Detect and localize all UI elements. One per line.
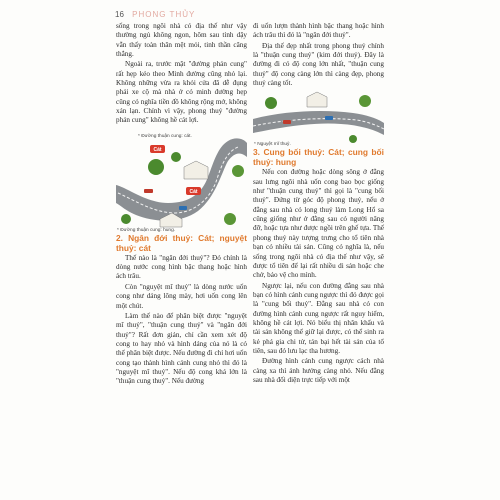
road-illustration <box>116 127 247 233</box>
paragraph: Ngược lại, nếu con đường đằng sau nhà bạn có hình cánh cung ngược thì đó được gọi là "cung bối thuỷ". Đằng sau nhà có con đường hình cánh cung ngược rất nguy hiểm, không hề cát lợi. Nó biểu thị nhân khẩu và tài sản không thể giữ lại được, có thể sinh ra kẻ phá gia chi tử, tán bại hết tài sản của tổ tiên, sau đó lưu lạc tha hương. <box>253 281 384 355</box>
paragraph: sống trong ngôi nhà có địa thế như vậy thường ngủ không ngon, hôm sau tỉnh dậy vẫn thấy toàn thân mệt mỏi, tinh thần căng thẳng. <box>116 22 247 59</box>
section-heading: 2. Ngân đới thuỷ: Cát; nguyệt thuỷ: cát <box>116 232 247 253</box>
road-illustration <box>253 89 384 147</box>
house-shape <box>184 161 208 179</box>
paragraph: Đường hình cánh cung ngược cách nhà càng xa thì ảnh hưởng càng nhỏ. Nếu đằng sau nhà đối diện trực tiếp với một <box>253 357 384 384</box>
right-column <box>253 22 384 386</box>
house-shape <box>307 92 327 107</box>
paragraph: Làm thế nào để phân biệt được "nguyệt mĩ thuỷ", "thuận cung thuỷ" và "ngân đới thuỷ"? Rất đơn giản, chỉ cần xem xét độ cong to hay nhỏ và hình dáng của nó là có thể phân biệt được. Nếu đường đi chỉ hơi uốn cong tạo thành hình cánh cung nhỏ thì đó là "nguyệt mĩ thuỷ". Nếu độ cong khá lớn là "thuận cung thuỷ". Nếu đường <box>116 311 247 386</box>
paragraph: Ngoài ra, trước mặt "đường phản cung" rất hẹp kéo theo Minh đường cũng nhỏ lại. Không những vừa ra khỏi cửa đã dễ đụng phải xe cộ mà nhà ở có minh đường hẹp cũng có nghĩa tiền đồ không rộng mở, không xán lạn. Chính vì vậy, phong thuỷ "đường phản cung" không hề cát lợi. <box>116 60 247 125</box>
tree-shape <box>349 135 357 143</box>
section-heading: 3. Cung bối thuỷ: Cát; cung bối thuỷ: hung <box>253 147 384 168</box>
tree-shape <box>224 213 236 225</box>
cat-tag-label: Cát <box>189 188 198 195</box>
figure-caption-top: * Đường thuận cung: cát. <box>138 133 192 139</box>
road-drawing <box>116 127 247 233</box>
cat-tag-label: Cát <box>153 146 162 153</box>
left-column <box>116 22 247 388</box>
paragraph: Còn "nguyệt mĩ thuỷ" là dòng nước uốn cong như dáng lông mày, hơi uốn cong lên một chút. <box>116 282 247 310</box>
road-shape <box>253 111 384 135</box>
tree-shape <box>171 152 181 162</box>
tree-shape <box>265 97 277 109</box>
paragraph: đi uốn lượn thành hình bậc thang hoặc hình ách trâu thì đó là "ngân đới thuỷ". <box>253 22 384 40</box>
tree-shape <box>148 159 164 175</box>
figure-caption: * Nguyệt mĩ thuỷ. <box>254 142 291 148</box>
paragraph: Địa thế đẹp nhất trong phong thuỷ chính là "thuận cung thuỷ" (kim đới thuỷ). Đây là đường đi có độ cong lớn nhất, "thuận cung thuỷ" độ cong càng lớn thì càng đẹp, phong thuỷ càng tốt. <box>253 41 384 88</box>
tree-shape <box>232 165 244 177</box>
paragraph: Thế nào là "ngân đới thuỷ"? Đó chính là dòng nước cong hình bậc thang hoặc hình ách trâu. <box>116 253 247 281</box>
car-shape <box>325 116 333 120</box>
figure-caption-bottom: * Đường thuận cung: hung. <box>117 227 176 233</box>
running-title: PHONG THỦY <box>132 10 196 19</box>
car-shape <box>283 120 291 124</box>
car-shape <box>179 206 187 210</box>
page-header <box>115 10 195 19</box>
tree-shape <box>121 214 131 224</box>
page-number: 16 <box>115 10 124 19</box>
car-shape <box>144 189 153 193</box>
tree-shape <box>359 95 371 107</box>
paragraph: Nếu con đường hoặc dòng sông ở đằng sau lưng ngôi nhà uốn cong bao bọc giống như "thuận cung thuỷ" thì gọi là "cung bối thuỷ". Đứng từ góc độ phong thuỷ, nếu ở đằng sau nhà có long thuỷ làm Long Hổ sa cũng giống như ở đằng sau có người nâng đỡ, hoặc tựa như được ngồi trên ghế tựa. Thế phong thuỷ này tượng trưng cho tổ tiên nhà bạn có nhiều tài sản. Cũng có nghĩa là, nếu sống trong ngôi nhà có địa thế như vậy, sẽ được tổ tiên để lại rất nhiều di sản hoặc che chở, bảo vệ cho mình. <box>253 168 384 280</box>
road-drawing <box>253 89 384 147</box>
